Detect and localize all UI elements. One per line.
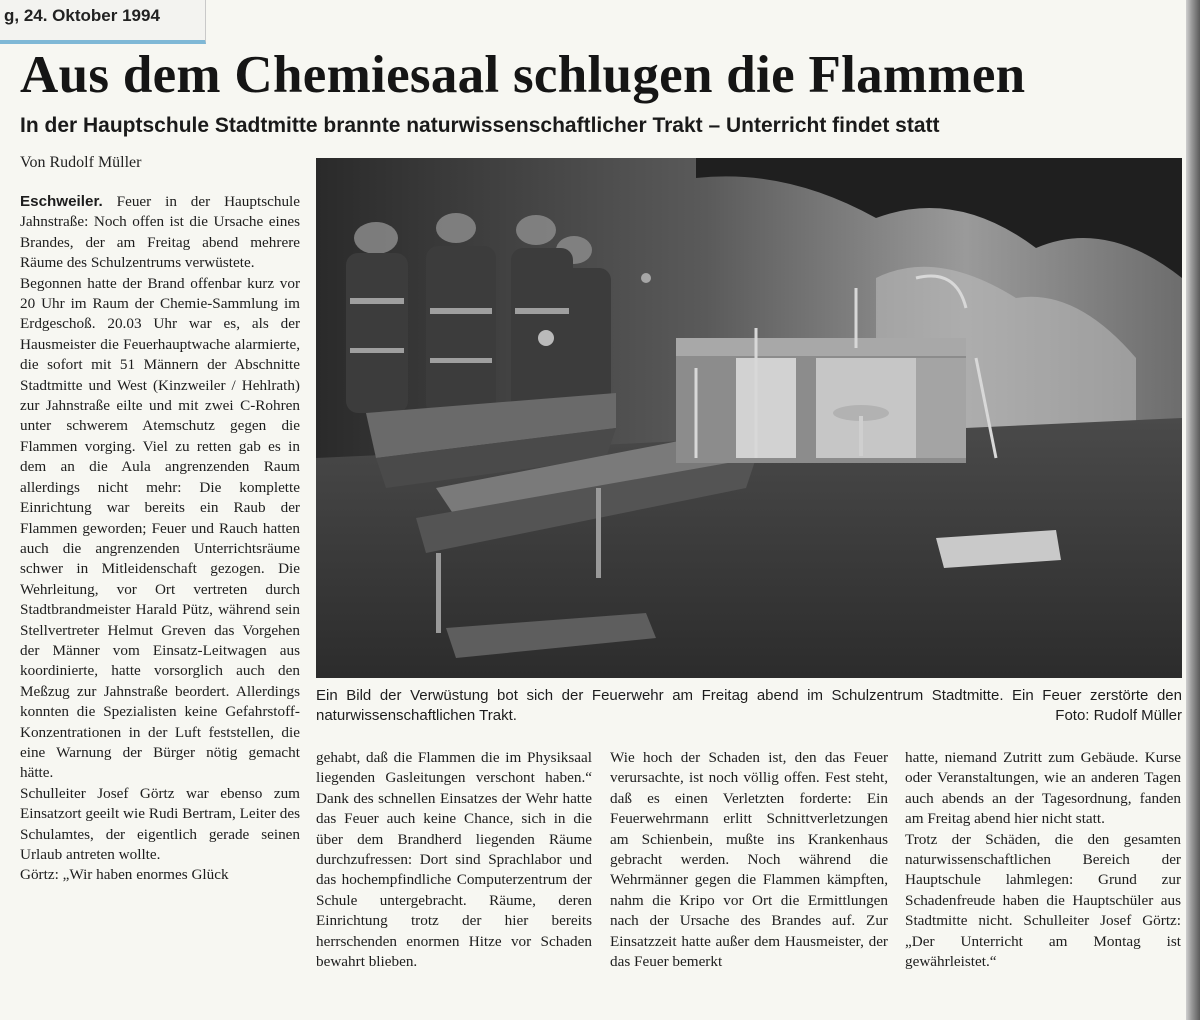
paragraph: gehabt, daß die Flammen die im Physiksaal liegenden Gasleitungen verschont haben.“ Dank des schnellen Einsatzes der Wehr hatte das Feuer auch keine Chance, sich in die über dem Brandherd liegenden Räume durchzufressen: Dort sind Sprachlabor und das hochempfindliche Computerzentrum der Schule untergebracht. Räume, deren Einrichtung trotz der hier bereits herrschenden enormen Hitze vor Schaden bewahrt blieben.: [316, 749, 592, 971]
paragraph: Görtz: „Wir haben enormes Glück: [20, 866, 229, 884]
date-strip: [0, 0, 206, 44]
article-column-1: [20, 192, 300, 886]
paragraph: Begonnen hatte der Brand offenbar kurz vor 20 Uhr im Raum der Chemie-Sammlung im Erdgeschoß. 20.03 Uhr war es, als der Hausmeister die Feuerhauptwache alarmierte, die sofort mit 51 Männern der Abschnitte Stadtmitte und West (Kinzweiler / Hehlrath) zur Jahnstraße eilte und mit zwei C-Rohren unter schwerem Atemschutz gegen die Flammen vorging. Viel zu retten gab es in dem an die Aula angrenzenden Raum allerdings nicht mehr: Die komplette Einrichtung war bereits ein Raub der Flammen geworden; Feuer und Rauch hatten auch die angrenzenden Unterrichtsräume schwer in Mitleidenschaft gezogen. Die Wehrleitung, vor Ort vertreten durch Stadtbrandmeister Harald Pütz, während sein Stellvertreter Helmut Greven das Vorgehen der Männer vom Einsatz-Leitwagen aus koordinierte, hatte vorsorglich auch den Meßzug zur Jahnstraße beordert. Allerdings konnten die Spezialisten keine Gefahrstoff-Konzentrationen in der Luft feststellen, die eine Warnung der Bürger nötig gemacht hätte.: [20, 274, 300, 782]
byline: Von Rudolf Müller: [20, 154, 142, 171]
paragraph: Schulleiter Josef Görtz war ebenso zum Einsatzort geeilt wie Rudi Bertram, Leiter des Schulamtes, der eigentlich gerade seinen Urlaub antreten wollte.: [20, 784, 300, 863]
paragraph: Wie hoch der Schaden ist, den das Feuer verursachte, ist noch völlig offen. Fest steht, daß es einen Verletzten forderte: Ein Feuerwehrmann erlitt Schnittverletzungen am Schienbein, mußte ins Krankenhaus gebracht werden. Noch während die Wehrmänner gegen die Flammen kämpften, nahm die Kripo vor Ort die Ermittlungen nach der Ursache des Brandes auf. Zur Einsatzzeit hatte außer dem Hausmeister, der das Feuer bemerkt: [610, 749, 888, 971]
paragraph: hatte, niemand Zutritt zum Gebäude. Kurse oder Veranstaltungen, wie an anderen Tagen auch abends an der Tagesordnung, fanden am Freitag abend hier nicht statt.: [905, 749, 1181, 828]
dateline: g, 24. Oktober 1994: [4, 6, 160, 25]
article-column-2: [316, 748, 592, 972]
lead-paragraph: [20, 192, 300, 274]
lead-text: Feuer in der Hauptschule Jahnstraße: Noch offen ist die Ursache eines Brandes, der am Freitag abend mehrere Räume des Schulzentrums verwüstete.: [20, 193, 301, 272]
fire-damage-photo: [316, 158, 1182, 678]
subheadline: In der Hauptschule Stadtmitte brannte naturwissenschaftlicher Trakt – Unterricht findet statt: [20, 114, 940, 137]
photo-caption: [316, 686, 1182, 726]
caption-text: Ein Bild der Verwüstung bot sich der Feuerwehr am Freitag abend im Schulzentrum Stadtmitte. Ein Feuer zerstörte den naturwissenschaftlichen Trakt.: [316, 687, 1182, 724]
clipping-edge-shadow: [1186, 0, 1200, 1020]
article-column-3: [610, 748, 888, 972]
photo-credit: Foto: Rudolf Müller: [1055, 707, 1182, 724]
photo-image: [316, 158, 1182, 678]
lead-place: Eschweiler.: [20, 193, 103, 210]
article-column-4: [905, 748, 1181, 972]
paragraph: Trotz der Schäden, die den gesamten naturwissenschaftlichen Bereich der Hauptschule lahmlegen: Grund zur Schadenfreude haben die Hauptschüler aus Stadtmitte nicht. Schulleiter Josef Görtz: „Der Unterricht am Montag ist gewährleistet.“: [905, 830, 1181, 971]
headline: Aus dem Chemiesaal schlugen die Flammen: [20, 46, 1026, 104]
